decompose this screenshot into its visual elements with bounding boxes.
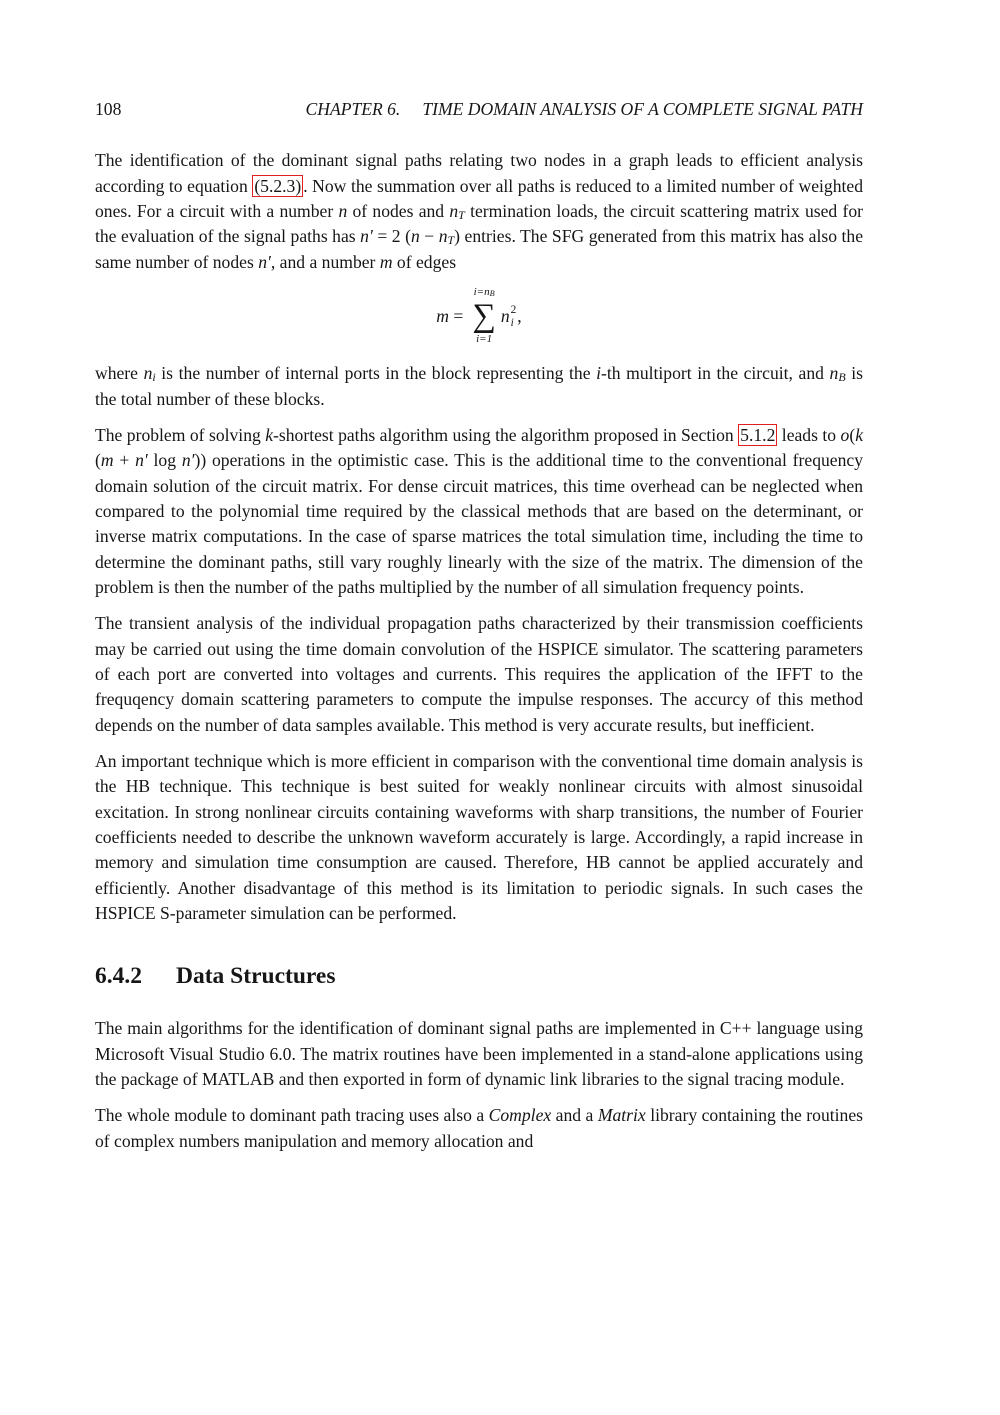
- text-run: n′: [258, 251, 271, 272]
- text-run: n: [143, 363, 153, 384]
- text-run: is the total number of these blocks.: [95, 363, 863, 409]
- page-number: 108: [95, 99, 122, 119]
- text-run: n: [449, 200, 459, 221]
- text-run: The identification of the dominant signal paths relating two nodes in a graph leads to efficient analysis according to equation: [95, 150, 863, 196]
- text-run: n: [338, 200, 348, 221]
- text-run: of nodes and: [347, 200, 450, 221]
- text-run: n′: [135, 450, 148, 471]
- text-run: ) entries. The SFG generated from this matrix has also the same number of nodes: [95, 226, 864, 272]
- paragraph-main-algorithms: [95, 1016, 863, 1092]
- text-run: T: [458, 208, 465, 223]
- paragraph-kshortest: [95, 423, 863, 600]
- text-run: -shortest paths algorithm using the algorithm proposed in Section: [273, 424, 739, 445]
- text-run: i: [596, 363, 602, 384]
- paragraph-where: [95, 361, 863, 412]
- text-run: m: [379, 251, 393, 272]
- equation-lhs: m =: [436, 305, 464, 326]
- text-run: )) operations in the optimistic case. This is the additional time to the conventional frequency domain solution of the circuit matrix. For dense circuit matrices, this time overhead can be neglected when compared to the polynomial time required by the classical methods that are based on the determinant, or inverse matrix computations. In the case of sparse matrices the total simulation time, including the time to determine the dominant paths, still vary roughly linearly with the size of the matrix. The dimension of the problem is then the number of the paths multiplied by the number of all simulation frequency points.: [95, 450, 863, 597]
- summation-symbol: [472, 286, 496, 347]
- paragraph-hb: [95, 749, 863, 926]
- text-run: k: [265, 424, 274, 445]
- text-run: is the number of internal ports in the block representing the: [155, 363, 597, 384]
- text-run: The whole module to dominant path tracing uses also a: [95, 1105, 489, 1126]
- text-run: n: [829, 363, 839, 384]
- paragraph-whole-module: [95, 1103, 863, 1154]
- text-run: k: [855, 424, 863, 445]
- term-scripts: 2 i: [510, 304, 517, 329]
- text-run: of edges: [392, 251, 457, 272]
- text-run: where: [95, 363, 144, 384]
- text-run: An important technique which is more efficient in comparison with the conventional time domain analysis is the HB technique. This technique is best suited for weakly nonlinear circuits with almost sinusoidal excitation. In strong nonlinear circuits containing waveforms with sharp transitions, the number of Fourier coefficients needed to describe the unknown waveform accurately is large. Accordingly, a rapid increase in memory and simulation time consumption are caused. Therefore, HB cannot be applied accurately and efficiently. Another disadvantage of this method is its limitation to periodic signals. In such cases the HSPICE S-parameter simulation can be performed.: [95, 750, 863, 923]
- display-equation: [95, 286, 863, 347]
- text-run: and a: [551, 1105, 598, 1126]
- text-run: The transient analysis of the individual propagation paths characterized by their transmission coefficients may be carried out using the time domain convolution of the HSPICE simulator. The scattering parameters of each port are converted into voltages and currents. This requires the application of the IFFT to the frequqency domain scattering parameters to compute the impulse responses. The accurcy of this method depends on the number of data samples available. This method is very accurate results, but inefficient.: [95, 613, 863, 735]
- page-header: [95, 97, 863, 122]
- text-run: n: [438, 226, 448, 247]
- text-run: Complex: [488, 1105, 552, 1126]
- text-run: +: [113, 450, 136, 471]
- text-run: n: [410, 226, 420, 247]
- equation-term: n 2 i ,: [500, 304, 522, 329]
- reference-link[interactable]: (5.2.3): [254, 175, 302, 196]
- text-run: i: [152, 370, 156, 385]
- sum-lower-limit: i=1: [476, 333, 493, 346]
- text-run: −: [419, 226, 439, 247]
- text-run: n′: [181, 450, 195, 471]
- text-run: log: [147, 450, 182, 471]
- text-run: termination loads, the circuit scattering matrix used for the evaluation of the signal paths has: [95, 200, 863, 247]
- text-run: leads to: [777, 424, 841, 445]
- text-run: , and a number: [270, 251, 380, 272]
- text-run: B: [838, 370, 846, 385]
- text-run: Matrix: [597, 1105, 646, 1126]
- text-run: m: [100, 450, 114, 471]
- sum-upper-limit: i=nB: [473, 286, 495, 299]
- text-run: T: [447, 233, 455, 248]
- text-run: (: [849, 424, 856, 445]
- text-run: library containing the routines of complex numbers manipulation and memory allocation and: [95, 1105, 863, 1151]
- section-number: 6.4.2: [95, 963, 142, 990]
- text-run: (: [95, 450, 101, 471]
- paragraph-intro: [95, 148, 863, 275]
- chapter-title: TIME DOMAIN ANALYSIS OF A COMPLETE SIGNAL PATH: [422, 99, 863, 119]
- text-run: o: [840, 424, 850, 445]
- chapter-label: CHAPTER 6.: [305, 99, 401, 119]
- text-run: The problem of solving: [95, 424, 266, 445]
- paragraph-transient: [95, 611, 863, 738]
- text-run: -th multiport in the circuit, and: [601, 363, 830, 384]
- text-run: n′: [360, 226, 373, 247]
- text-run: = 2 (: [372, 226, 411, 247]
- sigma-glyph: ∑: [472, 297, 496, 334]
- reference-link[interactable]: 5.1.2: [740, 424, 776, 445]
- running-head: [306, 97, 863, 122]
- section-heading: [95, 962, 863, 990]
- text-run: The main algorithms for the identification of dominant signal paths are implemented in C++ language using Microsoft Visual Studio 6.0. The matrix routines have been implemented in a stand-alone applications using the package of MATLAB and then exported in form of dynamic link libraries to the signal tracing module.: [95, 1018, 863, 1089]
- text-run: . Now the summation over all paths is reduced to a limited number of weighted ones. For a circuit with a number: [95, 175, 863, 221]
- section-title: Data Structures: [176, 963, 336, 990]
